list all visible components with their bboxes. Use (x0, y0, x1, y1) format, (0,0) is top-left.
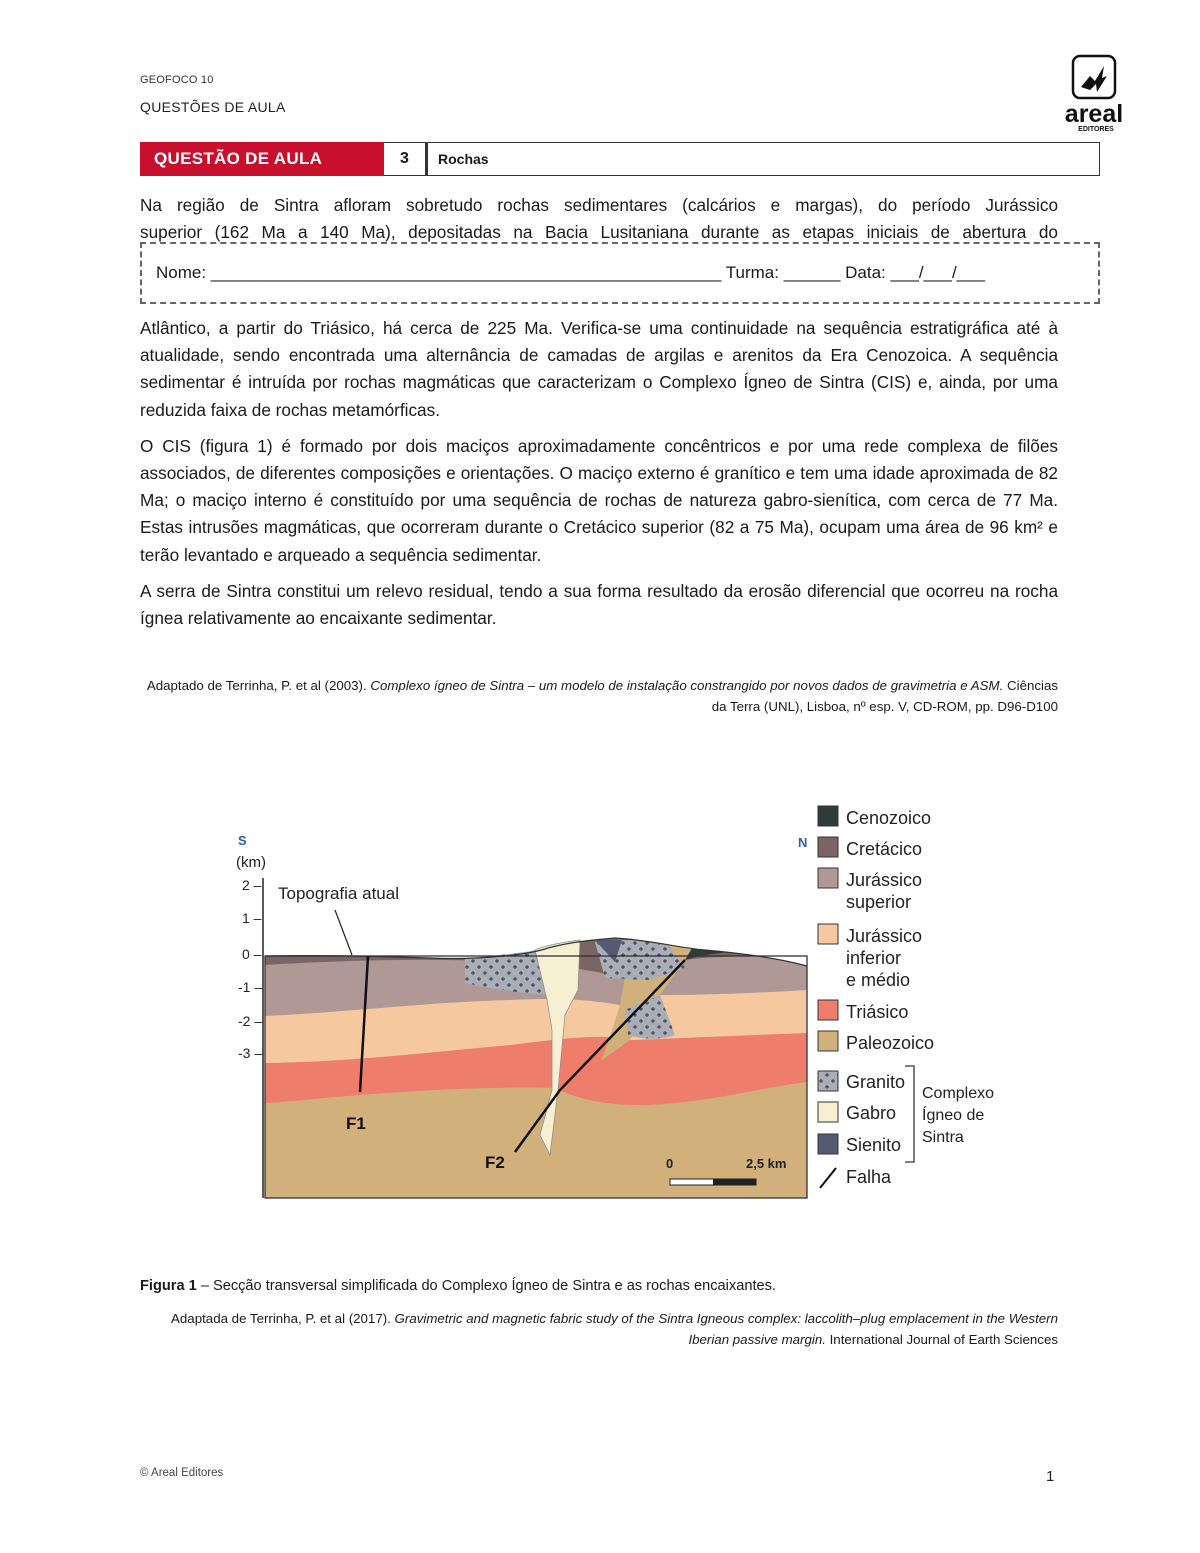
question-label: QUESTÃO DE AULA (140, 142, 384, 176)
tick-minus-3: -3 – (238, 1045, 263, 1061)
legend-swatch-cenozoic (818, 806, 838, 826)
legend-swatch-granite (818, 1071, 838, 1091)
legend-label-syenite: Sienito (846, 1135, 902, 1155)
question-topic: Rochas (426, 142, 1100, 176)
logo-frame-icon (1073, 56, 1115, 98)
reference-1-prefix: Adaptado de Terrinha, P. et al (2003). (146, 678, 371, 693)
student-info-fields[interactable]: Nome: ______________________________________________________ Turma: ______ Data: ___/___/___ (156, 263, 986, 282)
areal-logo (1052, 54, 1136, 134)
paragraph-1: Atlântico, a partir do Triásico, há cerca de 225 Ma. Verifica-se uma continuidade na sequência estratigráfica até à atualidade, sendo encontrada uma alternância de camadas de argilas e arenitos da Era Cenozoica. A sequência sedimentar é intruída por rochas magmáticas que caracterizam o Complexo Ígneo de Sintra (CIS) e, ainda, por uma reduzida faixa de rochas metamórficas. (140, 318, 1058, 420)
complex-label-1: Complexo (922, 1085, 995, 1102)
legend-label-jurassic-lower: Jurássico inferior e médio (846, 926, 923, 990)
legend-label-gabbro: Gabro (846, 1103, 897, 1123)
figure-caption (140, 1278, 776, 1294)
fault-f1-label: F1 (346, 1114, 366, 1133)
legend-label-paleozoic: Paleozoico (846, 1033, 935, 1053)
complex-label-2: Ígneo de (922, 1107, 985, 1124)
tick-2: 2 – (242, 877, 262, 893)
legend-swatch-triassic (818, 1000, 838, 1020)
intro-text (140, 192, 1058, 246)
reference-2-suffix: International Journal of Earth Sciences (825, 1332, 1058, 1347)
reference-1-title: Complexo ígneo de Sintra – um modelo de instalação constrangido por novos dados de gravimetria e ASM. (370, 678, 1004, 693)
complex-label-3: Sintra (922, 1129, 964, 1146)
tick-minus-1: -1 – (238, 979, 263, 995)
logo-subtext: EDITORES (1078, 126, 1114, 133)
scale-bar-fill (713, 1179, 756, 1185)
logo-text: areal (1064, 100, 1124, 128)
question-bar (140, 142, 1100, 176)
reference-2 (140, 1308, 1058, 1350)
question-number: 3 (384, 142, 426, 176)
tick-minus-2: -2 – (238, 1013, 263, 1029)
legend-label-jurassic-upper: Jurássico superior (846, 870, 923, 912)
figure-caption-text: – Secção transversal simplificada do Complexo Ígneo de Sintra e as rochas encaixantes. (196, 1278, 776, 1294)
figure-caption-label: Figura 1 (140, 1278, 197, 1294)
south-label: S (238, 833, 247, 848)
student-info-box[interactable] (140, 242, 1100, 304)
tick-1: 1 – (242, 910, 262, 926)
cross-section-svg (230, 790, 1050, 1210)
tick-0: 0 – (242, 946, 262, 962)
legend-label-fault: Falha (846, 1167, 892, 1187)
km-unit-label: (km) (236, 854, 266, 871)
legend-swatch-paleozoic (818, 1031, 838, 1051)
paragraph-2: O CIS (figura 1) é formado por dois maciços aproximadamente concêntricos e por uma rede complexa de filões associados, de diferentes composições e orientações. O maciço externo é granítico e tem uma idade aproximada de 82 Ma; o maciço interno é constituído por uma sequência de rochas de natureza gabro-sienítica, com cerca de 77 Ma. Estas intrusões magmáticas, que ocorreram durante o Cretácico superior (82 a 75 Ma), ocupam uma área de 96 km² e terão levantado e arqueado a sequência sedimentar. (140, 435, 1058, 565)
intro-line-2: superior (162 Ma a 140 Ma), depositadas na Bacia Lusitaniana durante as etapas iniciais de abertura do (140, 222, 1058, 243)
geology-figure (230, 790, 1050, 1210)
page-number: 1 (1046, 1468, 1055, 1485)
complex-bracket (905, 1066, 914, 1162)
fault-f2-label: F2 (485, 1153, 505, 1172)
legend-label-granite: Granito (846, 1072, 906, 1092)
document-code: GEOFOCO 10 (140, 74, 214, 86)
section-title: QUESTÕES DE AULA (140, 99, 286, 115)
legend-swatch-jurassic-lower (818, 924, 838, 944)
body-text (140, 315, 1058, 641)
legend-label-triassic: Triásico (846, 1002, 909, 1022)
logo-mark-icon (1081, 66, 1107, 92)
scale-start-label: 0 (666, 1156, 674, 1171)
reference-1 (140, 675, 1058, 717)
legend-swatch-gabbro (818, 1102, 838, 1122)
legend (818, 806, 994, 1188)
legend-fault-icon (820, 1168, 836, 1188)
footer-copyright: © Areal Editores (140, 1467, 224, 1479)
paragraph-3: A serra de Sintra constitui um relevo residual, tendo a sua forma resultado da erosão diferencial que ocorreu na rocha ígnea relativamente ao encaixante sedimentar. (140, 580, 1058, 629)
reference-1-suffix: Ciências da Terra (UNL), Lisboa, nº esp. V, CD-ROM, pp. D96-D100 (711, 678, 1058, 714)
legend-swatch-cretaceous (818, 837, 838, 857)
legend-label-cenozoic: Cenozoico (846, 808, 932, 828)
reference-2-prefix: Adaptada de Terrinha, P. et al (2017). (171, 1311, 395, 1326)
north-label: N (798, 835, 808, 850)
topography-label: Topografia atual (278, 884, 399, 903)
scale-end-label: 2,5 km (746, 1156, 787, 1171)
reference-2-title: Gravimetric and magnetic fabric study of the Sintra Igneous complex: laccolith–plug emplacement in the Western Iberian passive margin. (394, 1311, 1058, 1347)
legend-label-cretaceous: Cretácico (846, 839, 923, 859)
intro-line-1: Na região de Sintra afloram sobretudo rochas sedimentares (calcários e margas), do período Jurássico (140, 195, 1058, 215)
strata-layers (265, 920, 807, 1198)
legend-swatch-syenite (818, 1134, 838, 1154)
legend-swatch-jurassic-upper (818, 868, 838, 888)
